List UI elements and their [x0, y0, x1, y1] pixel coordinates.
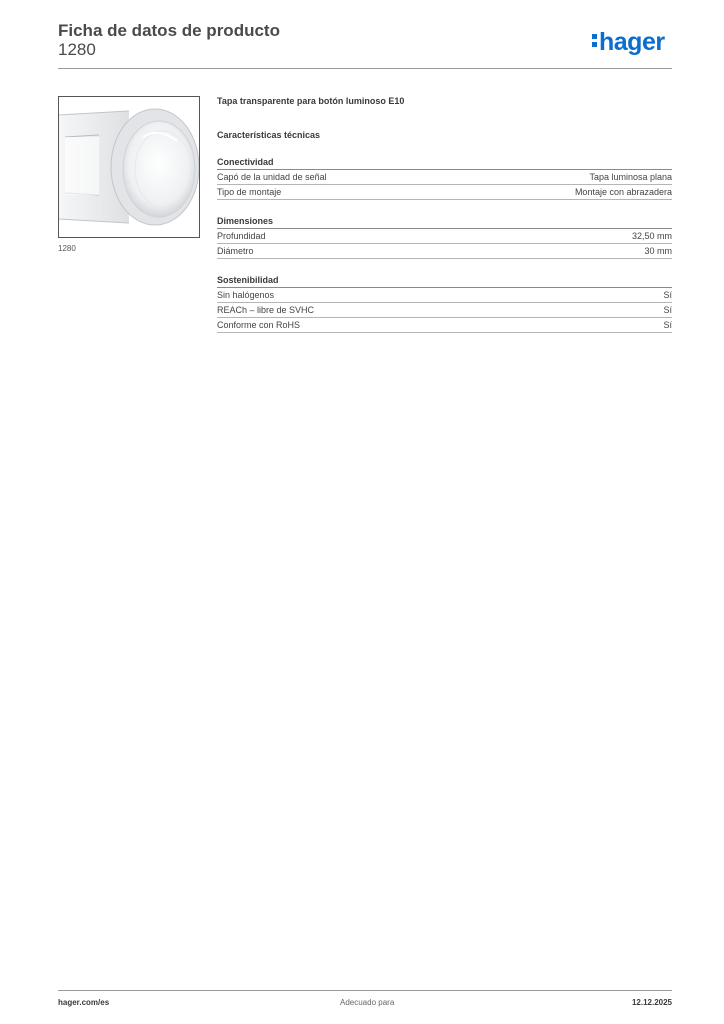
hager-logo [592, 28, 665, 56]
section-title: Conectividad [217, 157, 672, 170]
table-row [217, 303, 672, 318]
section-title: Dimensiones [217, 216, 672, 229]
header-divider [58, 68, 672, 69]
product-name: Tapa transparente para botón luminoso E10 [217, 96, 405, 106]
row-label: Conforme con RoHS [217, 320, 301, 330]
footer-divider [58, 990, 672, 991]
footer-suitable-for: Adecuado para [340, 998, 395, 1007]
table-row [217, 288, 672, 303]
table-row [217, 185, 672, 200]
row-value: Montaje con abrazadera [574, 187, 672, 197]
section-sostenibilidad [217, 275, 672, 333]
row-value: 32,50 mm [631, 231, 672, 241]
section-title: Sostenibilidad [217, 275, 672, 288]
row-value: Sí [663, 290, 672, 300]
section-dimensiones [217, 216, 672, 259]
table-row [217, 318, 672, 333]
row-label: Capó de la unidad de señal [217, 172, 327, 182]
section-conectividad [217, 157, 672, 200]
row-label: REACh – libre de SVHC [217, 305, 315, 315]
technical-characteristics-heading: Características técnicas [217, 130, 321, 140]
row-label: Tipo de montaje [217, 187, 282, 197]
product-photo-icon [59, 97, 199, 237]
row-label: Sin halógenos [217, 290, 275, 300]
logo-colon-icon [592, 34, 597, 50]
product-details [217, 96, 672, 333]
row-value: 30 mm [644, 246, 672, 256]
row-label: Diámetro [217, 246, 254, 256]
document-title: Ficha de datos de producto [58, 21, 280, 40]
footer-date: 12.12.2025 [631, 998, 672, 1007]
row-value: Tapa luminosa plana [589, 172, 672, 182]
product-image [58, 96, 200, 238]
row-label: Profundidad [217, 231, 266, 241]
image-caption: 1280 [58, 244, 76, 253]
table-row [217, 244, 672, 259]
product-reference: 1280 [58, 40, 96, 59]
table-row [217, 170, 672, 185]
document-header [58, 22, 280, 60]
logo-text: hager [599, 28, 665, 56]
row-value: Sí [663, 320, 672, 330]
footer-website-link[interactable]: hager.com/es [58, 998, 110, 1007]
row-value: Sí [663, 305, 672, 315]
table-row [217, 229, 672, 244]
